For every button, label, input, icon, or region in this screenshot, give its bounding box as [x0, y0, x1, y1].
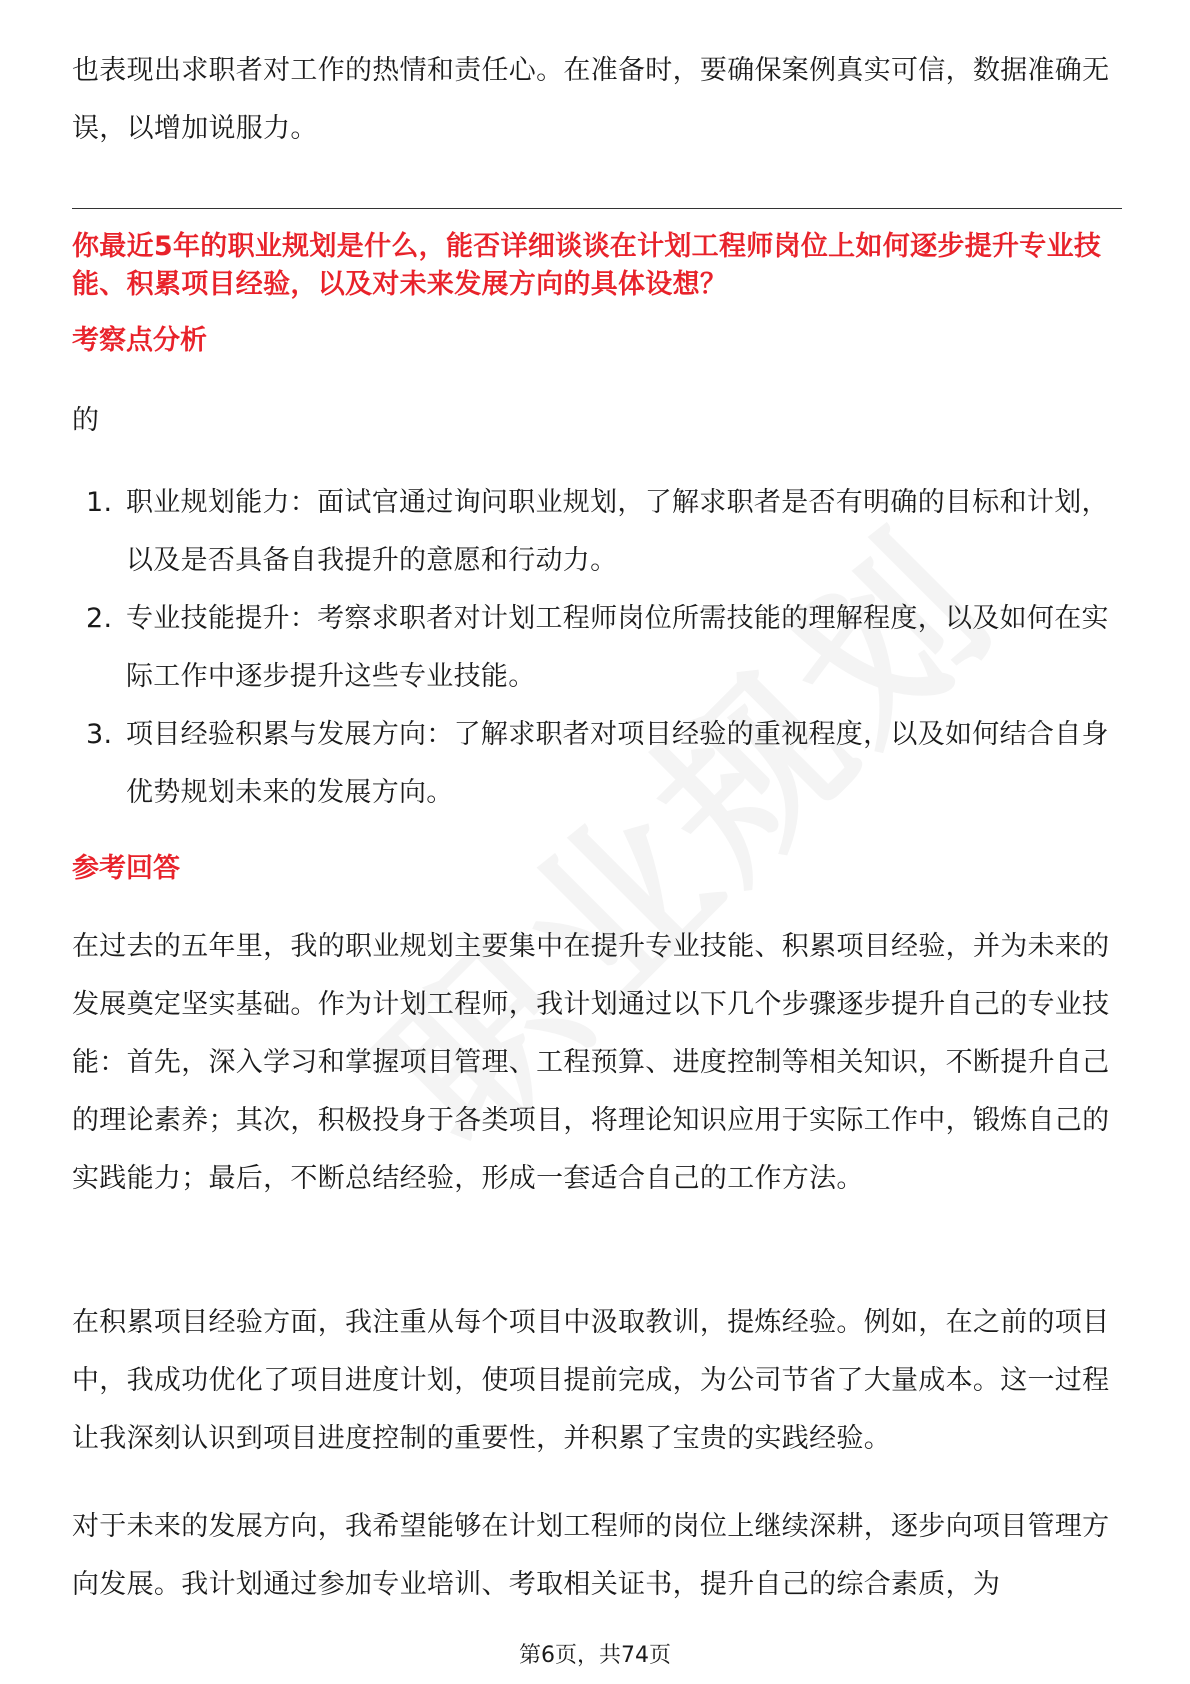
document-page — [72, 0, 1122, 1684]
list-item — [72, 590, 1122, 706]
list-item-text: 职业规划能力：面试官通过询问职业规划，了解求职者是否有明确的目标和计划，以及是否具备自我提升的意愿和行动力。 — [126, 487, 1109, 576]
answer-heading: 参考回答 — [72, 853, 180, 884]
analysis-lead: 的 — [72, 405, 100, 436]
list-number: 1. — [86, 487, 113, 518]
list-item — [72, 474, 1122, 590]
list-item — [72, 706, 1122, 822]
section-divider — [72, 208, 1122, 209]
list-number: 3. — [86, 719, 113, 750]
interview-question: 你最近5年的职业规划是什么，能否详细谈谈在计划工程师岗位上如何逐步提升专业技能、积累项目经验，以及对未来发展方向的具体设想？ — [72, 231, 1102, 300]
answer-paragraph: 在积累项目经验方面，我注重从每个项目中汲取教训，提炼经验。例如，在之前的项目中，我成功优化了项目进度计划，使项目提前完成，为公司节省了大量成本。这一过程让我深刻认识到项目进度控制的重要性，并积累了宝贵的实践经验。 — [72, 1307, 1110, 1454]
intro-paragraph: 也表现出求职者对工作的热情和责任心。在准备时，要确保案例真实可信，数据准确无误，以增加说服力。 — [72, 55, 1110, 144]
list-item-text: 项目经验积累与发展方向：了解求职者对项目经验的重视程度，以及如何结合自身优势规划未来的发展方向。 — [126, 719, 1109, 808]
list-item-text: 专业技能提升：考察求职者对计划工程师岗位所需技能的理解程度，以及如何在实际工作中逐步提升这些专业技能。 — [126, 603, 1109, 692]
list-number: 2. — [86, 603, 113, 634]
analysis-heading: 考察点分析 — [72, 325, 207, 356]
analysis-points-list — [72, 474, 1122, 822]
page-number-footer: 第6页，共74页 — [519, 1643, 671, 1668]
answer-paragraph: 在过去的五年里，我的职业规划主要集中在提升专业技能、积累项目经验，并为未来的发展奠定坚实基础。作为计划工程师，我计划通过以下几个步骤逐步提升自己的专业技能：首先，深入学习和掌握项目管理、工程预算、进度控制等相关知识，不断提升自己的理论素养；其次，积极投身于各类项目，将理论知识应用于实际工作中，锻炼自己的实践能力；最后，不断总结经验，形成一套适合自己的工作方法。 — [72, 931, 1110, 1194]
answer-paragraph: 对于未来的发展方向，我希望能够在计划工程师的岗位上继续深耕，逐步向项目管理方向发展。我计划通过参加专业培训、考取相关证书，提升自己的综合素质，为 — [72, 1511, 1110, 1600]
